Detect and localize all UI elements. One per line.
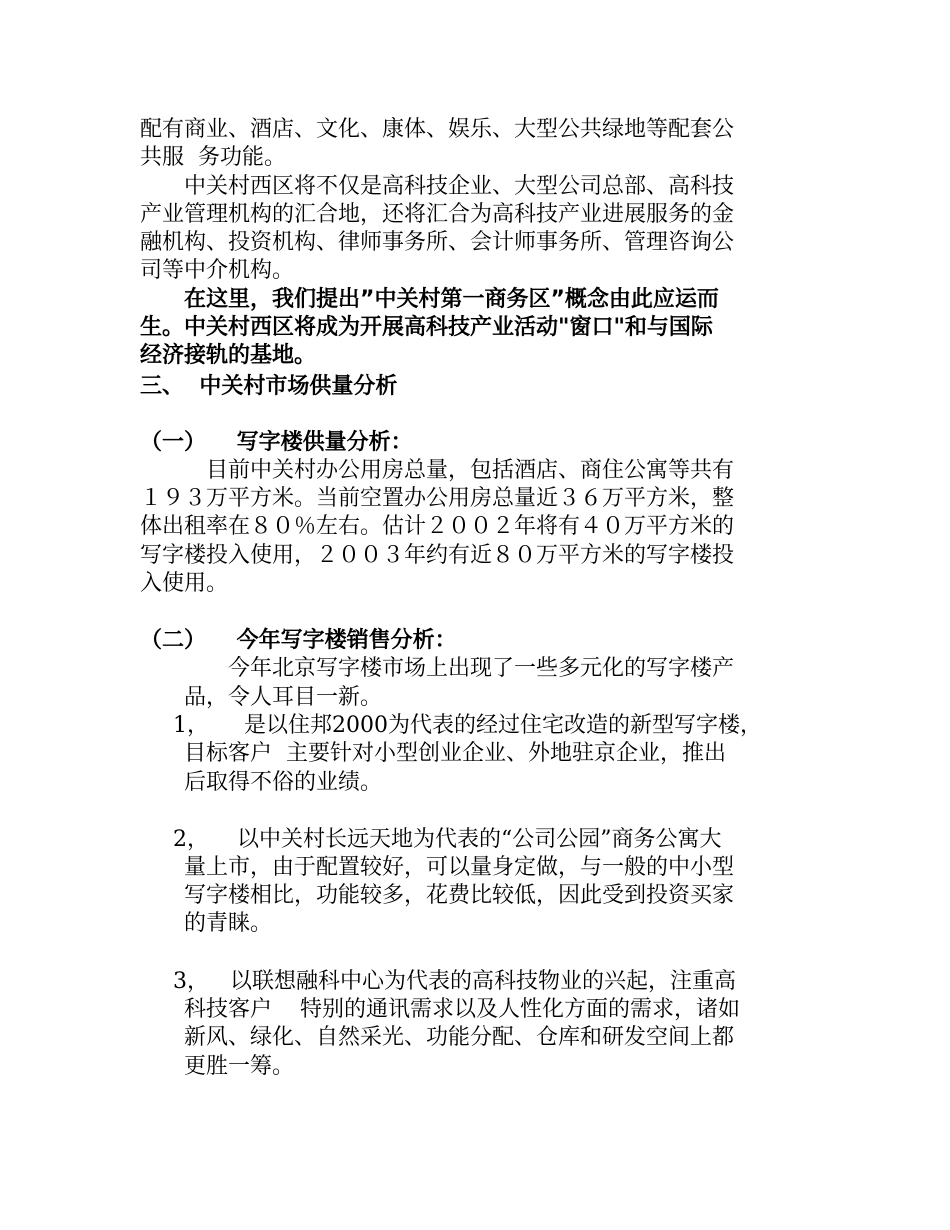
list-item-line: 更胜一筹。 [184,1054,295,1079]
list-item-line: 量上市，由于配置较好，可以量身定做，与一般的中小型 [184,855,735,880]
paragraph-line: 目前中关村办公用房总量，包括酒店、商住公寓等共有 [206,458,735,483]
list-item-line: 的青睐。 [184,911,273,936]
paragraph-line: 写字楼投入使用，２００３年约有近８０万平方米的写字楼投 [140,543,735,568]
list-item-line: 后取得不俗的业绩。 [184,770,383,795]
paragraph-line: 品，令人耳目一新。 [184,685,383,710]
paragraph-line: 产业管理机构的汇合地，还将汇合为高科技产业进展服务的金 [140,202,735,227]
list-item-line: 1， 是以住邦2000为代表的经过住宅改造的新型写字楼， [173,713,762,738]
bold-paragraph-line: 在这里，我们提出”中关村第一商务区”概念由此应运而 [184,287,719,312]
paragraph-line: 今年北京写字楼市场上出现了一些多元化的写字楼产 [228,656,735,681]
paragraph-line: 配有商业、酒店、文化、康体、娱乐、大型公共绿地等配套公 [140,117,735,142]
paragraph-line: １９３万平方米。当前空置办公用房总量近３６万平方米，整 [140,486,735,511]
section-title: 三、 中关村市场供量分析 [140,374,398,399]
list-item-line: 新风、绿化、自然采光、功能分配、仓库和研发空间上都 [184,1025,735,1050]
bold-paragraph-line: 生。中关村西区将成为开展高科技产业活动"窗口"和与国际 [140,315,713,340]
paragraph-line: 中关村西区将不仅是高科技企业、大型公司总部、高科技 [184,174,735,199]
list-item-line: 写字楼相比，功能较多，花费比较低，因此受到投资买家 [184,883,735,908]
subsection-title: （二） 今年写字楼销售分析： [140,628,457,653]
paragraph-line: 共服 务功能。 [140,145,286,170]
subsection-title: （一） 写字楼供量分析： [140,430,413,455]
list-item-line: 2， 以中关村长远天地为代表的“公司公园”商务公寓大 [173,827,722,852]
paragraph-line: 入使用。 [140,571,229,596]
paragraph-line: 体出租率在８０％左右。估计２００２年将有４０万平方米的 [140,514,735,539]
paragraph-line: 融机构、投资机构、律师事务所、会计师事务所、管理咨询公 [140,230,735,255]
list-item-line: 3， 以联想融科中心为代表的高科技物业的兴起，注重高 [173,969,736,994]
list-item-line: 目标客户 主要针对小型创业企业、外地驻京企业，推出 [184,741,726,766]
bold-paragraph-line: 经济接轨的基地。 [140,343,317,368]
list-item-line: 科技客户 特别的通讯需求以及人性化方面的需求，诸如 [184,997,740,1022]
paragraph-line: 司等中介机构。 [140,258,295,283]
